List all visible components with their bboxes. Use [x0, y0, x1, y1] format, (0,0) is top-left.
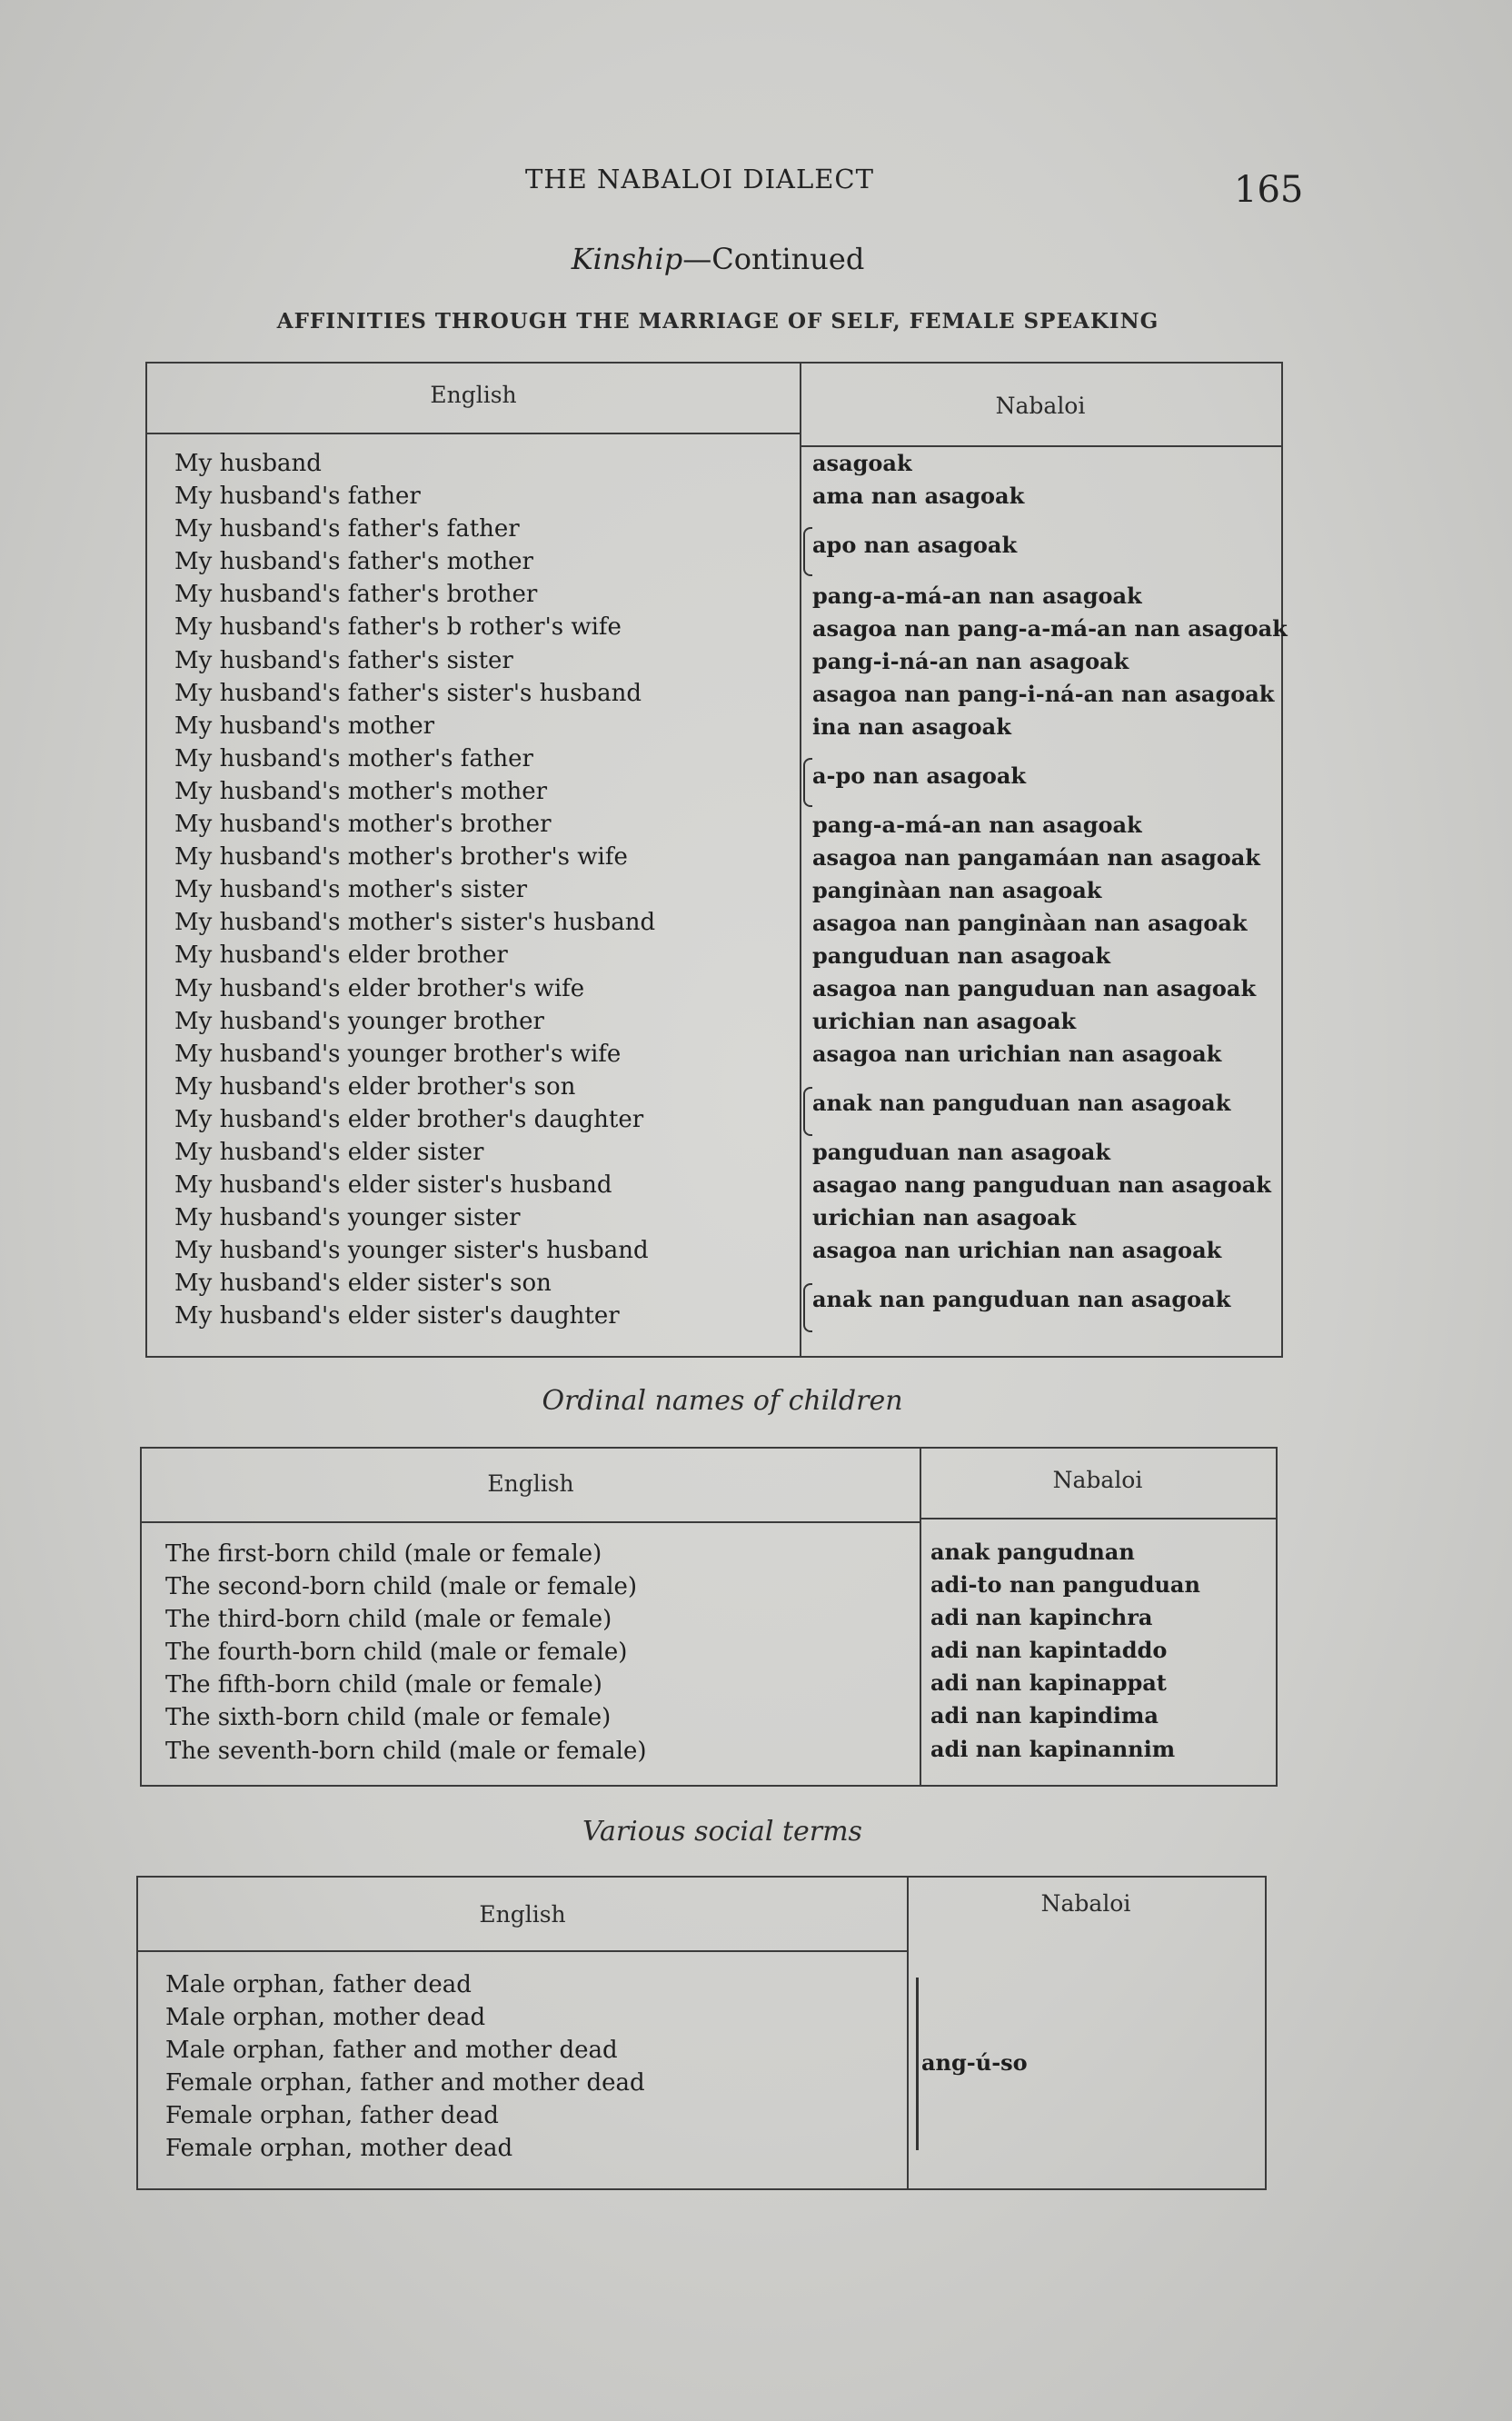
table-cell: asagoa nan urichian nan asagoak	[812, 1041, 1222, 1067]
social-terms-table	[136, 1876, 1267, 2190]
table-cell: asagoa nan pang-a-má-an nan asagoak	[812, 615, 1288, 642]
table-cell: asagao nang panguduan nan asagoak	[812, 1171, 1271, 1198]
table-cell: urichian nan asagoak	[812, 1204, 1077, 1230]
table-row: My husband's elder sister	[174, 1138, 484, 1166]
header-divider	[142, 1521, 920, 1523]
table-cell: anak pangudnan	[930, 1539, 1135, 1565]
table-cell: panginàan nan asagoak	[812, 877, 1102, 903]
column-header-english: English	[479, 1901, 566, 1928]
table-cell: panguduan nan asagoak	[812, 942, 1110, 969]
table-row: The fifth-born child (male or female)	[165, 1671, 602, 1699]
table-row: My husband's younger sister's husband	[174, 1237, 649, 1265]
header-divider	[138, 1950, 907, 1952]
table-row: My husband's mother's father	[174, 744, 533, 772]
table-row: My husband's mother's sister	[174, 876, 528, 904]
table-row: My husband's younger brother	[174, 1007, 544, 1035]
table-row: My husband's mother's brother's wife	[174, 843, 628, 872]
grouping-brace	[803, 527, 812, 576]
table-row: My husband's younger brother's wife	[174, 1040, 622, 1068]
ordinal-names-table	[140, 1447, 1278, 1787]
header-divider	[147, 433, 800, 434]
table-row: My husband's father's father	[174, 515, 520, 543]
header-divider	[920, 1518, 1276, 1519]
table-row: My husband's father's mother	[174, 548, 533, 576]
column-header-nabaloi: Nabaloi	[995, 393, 1086, 419]
grouping-bracket	[916, 1978, 919, 2150]
table-row: My husband's mother's sister's husband	[174, 909, 656, 937]
section-title-italic: Kinship	[571, 242, 683, 276]
table-row: My husband	[174, 450, 322, 477]
table-row: The third-born child (male or female)	[165, 1606, 612, 1634]
grouping-brace	[803, 1087, 812, 1136]
table-cell: adi nan kapintaddo	[930, 1637, 1168, 1664]
table-cell: adi nan kapindima	[930, 1702, 1159, 1729]
column-header-nabaloi: Nabaloi	[1052, 1467, 1143, 1493]
column-divider	[920, 1449, 921, 1785]
table-cell: ina nan asagoak	[812, 713, 1011, 740]
table-cell: asagoa nan pang-i-ná-an nan asagoak	[812, 681, 1275, 707]
kinship-table	[145, 362, 1288, 1358]
table-row: My husband's elder sister's son	[174, 1270, 552, 1298]
table-row: The fourth-born child (male or female)	[165, 1639, 628, 1667]
english-column	[174, 447, 655, 1333]
table-row: My husband's mother's brother	[174, 811, 552, 839]
section-title-rest: —Continued	[682, 242, 865, 276]
english-column	[165, 1968, 645, 2166]
column-header-english: English	[430, 382, 517, 408]
table-row: The seventh-born child (male or female)	[165, 1737, 647, 1765]
grouping-brace	[803, 758, 812, 807]
table-cell: anak nan panguduan nan asagoak	[812, 1286, 1231, 1312]
table-row: My husband's younger sister	[174, 1204, 521, 1232]
table-row: My husband's father's sister	[174, 646, 513, 674]
table-row: My husband's elder sister's daughter	[174, 1302, 620, 1330]
table-row: The sixth-born child (male or female)	[165, 1704, 612, 1732]
nabaloi-column	[930, 1536, 1200, 1766]
table-cell: ama nan asagoak	[812, 483, 1025, 509]
table-cell: adi nan kapinchra	[930, 1604, 1153, 1631]
page-number: 165	[1234, 169, 1304, 211]
table-cell: asagoak	[812, 450, 912, 476]
table-subhead: AFFINITIES THROUGH THE MARRIAGE OF SELF, FEMALE SPEAKING	[276, 309, 1159, 334]
table-cell: adi nan kapinappat	[930, 1669, 1167, 1697]
table-row: My husband's father's sister's husband	[174, 679, 642, 707]
table-cell: panguduan nan asagoak	[812, 1139, 1110, 1165]
table-cell: adi-to nan panguduan	[930, 1571, 1200, 1599]
table-row: Male orphan, father dead	[165, 1971, 472, 1998]
table-row: The first-born child (male or female)	[165, 1540, 602, 1568]
table-row: My husband's mother's mother	[174, 777, 548, 805]
table-cell: pang-i-ná-an nan asagoak	[812, 648, 1129, 674]
table-row: My husband's elder brother's daughter	[174, 1105, 644, 1133]
table-row: Female orphan, father dead	[165, 2102, 499, 2130]
table-row: Female orphan, mother dead	[165, 2135, 513, 2163]
table-cell: apo nan asagoak	[812, 532, 1018, 558]
table-row: Male orphan, mother dead	[165, 2004, 486, 2032]
table-row: My husband's elder brother	[174, 942, 508, 970]
column-header-english: English	[487, 1470, 574, 1497]
grouping-brace	[803, 1283, 812, 1332]
table-cell: asagoa nan panguduan nan asagoak	[812, 975, 1257, 1001]
table-row: My husband's mother	[174, 712, 435, 740]
table-row: The second-born child (male or female)	[165, 1573, 638, 1601]
column-divider	[800, 364, 801, 1356]
section-title	[0, 242, 1436, 276]
table-cell: asagoa nan urichian nan asagoak	[812, 1237, 1222, 1263]
column-divider	[907, 1878, 909, 2188]
table-caption: Ordinal names of children	[542, 1385, 903, 1417]
table-row: Male orphan, father and mother dead	[165, 2037, 618, 2065]
table-cell: adi nan kapinannim	[930, 1735, 1176, 1762]
table-row: Female orphan, father and mother dead	[165, 2069, 645, 2097]
table-cell: a-po nan asagoak	[812, 762, 1027, 789]
table-cell: ang-ú-so	[921, 2049, 1028, 2076]
table-row: My husband's elder sister's husband	[174, 1171, 612, 1200]
table-row: My husband's father's b rother's wife	[174, 613, 622, 642]
table-cell: asagoa nan panginàan nan asagoak	[812, 910, 1248, 936]
table-caption: Various social terms	[582, 1816, 862, 1848]
nabaloi-column	[921, 2047, 1028, 2079]
table-row: My husband's elder brother's son	[174, 1072, 576, 1101]
table-row: My husband's father	[174, 483, 421, 511]
table-cell: pang-a-má-an nan asagoak	[812, 583, 1142, 609]
table-row: My husband's elder brother's wife	[174, 974, 585, 1002]
table-cell: asagoa nan pangamáan nan asagoak	[812, 844, 1260, 871]
table-cell: anak nan panguduan nan asagoak	[812, 1090, 1231, 1116]
column-header-nabaloi: Nabaloi	[1040, 1890, 1131, 1917]
running-head: THE NABALOI DIALECT	[525, 164, 874, 194]
table-row: My husband's father's brother	[174, 581, 538, 609]
table-cell: pang-a-má-an nan asagoak	[812, 812, 1142, 838]
english-column	[165, 1538, 646, 1768]
table-cell: urichian nan asagoak	[812, 1008, 1077, 1034]
